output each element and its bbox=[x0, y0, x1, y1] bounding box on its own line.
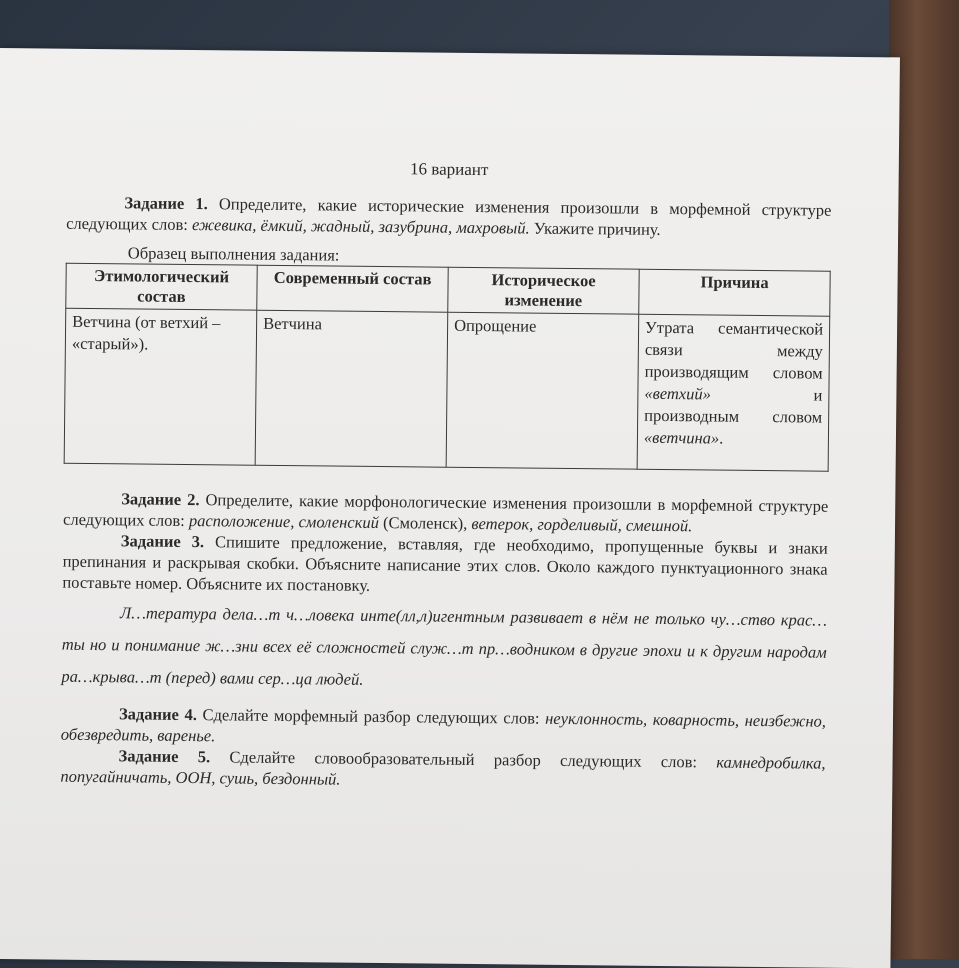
task-3 bbox=[62, 530, 828, 601]
task-2-paren: (Смоленск), bbox=[378, 512, 472, 533]
task-2-words-a: расположение, смоленский bbox=[188, 511, 379, 532]
cell-reason-a: Утрата семантической связи между производящим словом bbox=[644, 317, 824, 383]
wooden-edge bbox=[889, 0, 959, 959]
task-5 bbox=[60, 745, 825, 795]
table-header-row bbox=[66, 263, 830, 316]
header-etymological: Этимологический состав bbox=[66, 263, 257, 310]
task-5-label: Задание 5. bbox=[118, 746, 211, 767]
page-title: 16 вариант bbox=[410, 159, 489, 180]
cell-modern: Ветчина bbox=[255, 310, 448, 467]
task-2-words-b: ветерок, горделивый, смешной. bbox=[471, 513, 693, 536]
task-5-text: Сделайте словообразовательный разбор следующих слов: bbox=[210, 747, 717, 772]
cell-reason-b: и производным словом bbox=[644, 384, 823, 427]
task-3-sentence bbox=[61, 597, 827, 701]
task-5-words: камнедробилка, попугайничать, ООН, сушь, бездонный. bbox=[60, 752, 826, 789]
task-4-words: неуклонность, коварность, неизбежно, обезвредить, варенье. bbox=[60, 708, 827, 746]
task-3-text: Спишите предложение, вставляя, где необходимо, пропущенные буквы и знаки препинания и раскрывая скобки. Объясните написание этих слов. Около каждого пунктуационного знака поставьте номер. Объясните их постановку. bbox=[62, 532, 828, 595]
task-3-handwritten: Л…тература дела…т ч…ловека инте(лл,л)игентным развивает в нём не только чу…ство крас…ты но и понимание ж…зни всех её сложностей служ…т пр…водником в другие эпохи и к другим народам ра…крыва…т (перед) вами сер…ца людей. bbox=[61, 603, 828, 689]
header-historical: Историческое изменение bbox=[448, 267, 639, 314]
cell-etymological: Ветчина (от ветхий – «старый»). bbox=[64, 308, 257, 465]
table-row bbox=[64, 308, 830, 471]
task-1-label: Задание 1. bbox=[124, 193, 208, 214]
cell-reason-word-2: «ветчина» bbox=[643, 427, 720, 448]
task-4-text: Сделайте морфемный разбор следующих слов: bbox=[196, 705, 546, 728]
task-4-label: Задание 4. bbox=[118, 704, 198, 725]
task-1-text-b: Укажите причину. bbox=[529, 218, 661, 239]
task-1-words: ежевика, ёмкий, жадный, зазубрина, махровый. bbox=[191, 215, 530, 238]
header-reason: Причина bbox=[639, 269, 830, 316]
task-1-text-a: Определите, какие исторические изменения произошли в морфемной структуре следующих слов: bbox=[66, 194, 832, 235]
document-content bbox=[60, 155, 832, 795]
cell-reason bbox=[637, 314, 830, 471]
cell-historical: Опрощение bbox=[446, 312, 639, 469]
task-2-label: Задание 2. bbox=[121, 489, 200, 510]
header-modern: Современный состав bbox=[257, 265, 448, 312]
sample-label: Образец выполнения задания: bbox=[127, 243, 340, 265]
sample-table bbox=[64, 263, 831, 472]
task-2-text: Определите, какие морфонологические изменения произошли в морфемной структуре следующих слов: bbox=[62, 490, 829, 531]
task-1 bbox=[66, 192, 831, 242]
task-3-label: Задание 3. bbox=[120, 531, 205, 552]
cell-reason-c: . bbox=[719, 428, 724, 448]
paper-sheet bbox=[0, 48, 900, 968]
cell-reason-word-1: «ветхий» bbox=[644, 383, 712, 404]
